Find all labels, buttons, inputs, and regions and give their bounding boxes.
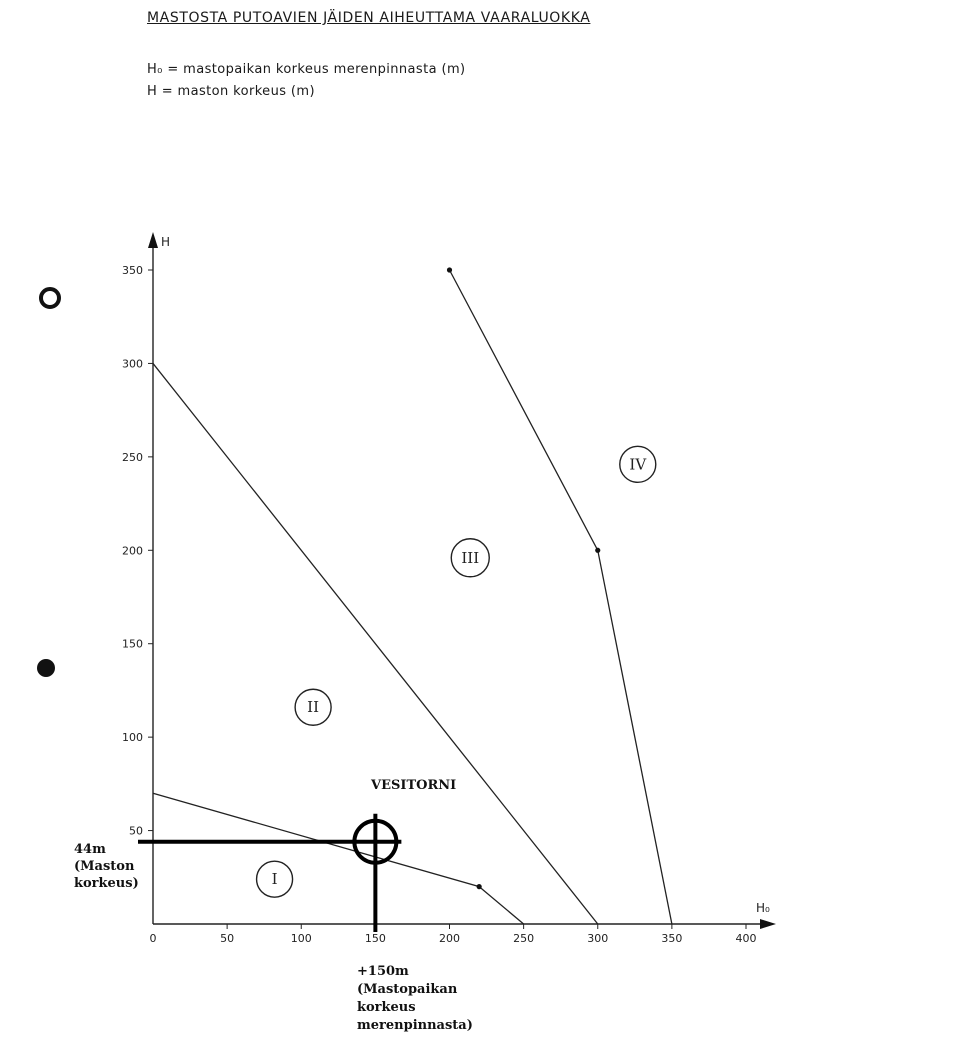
zone-label-IV: IV [629,455,647,474]
x-caption-line-1: (Mastopaikan [357,982,458,997]
y-tick-label: 300 [122,357,143,371]
y-tick-label: 200 [122,544,143,558]
x-tick-label: 0 [149,932,157,945]
series-vertex-point [447,267,452,272]
x-value-annotation: +150m [357,964,409,979]
x-caption-line-3: merenpinnasta) [357,1018,473,1033]
series-vertex-point [595,548,600,553]
x-axis-arrow-icon [760,919,776,929]
y-value-annotation: 44m [74,842,106,857]
series-vertex-point [477,884,482,889]
chart-title: MASTOSTA PUTOAVIEN JÄIDEN AIHEUTTAMA VAARALUOKKA [147,10,591,26]
chart-annotations [74,778,473,1033]
y-tick-label: 350 [122,264,143,277]
x-tick-label: 400 [735,932,757,945]
x-tick-label: 150 [364,932,386,945]
legend-h0-definition: H₀ = mastopaikan korkeus merenpinnasta (m) [147,62,466,77]
y-caption-line-1: (Maston [74,859,135,874]
x-tick-label: 250 [513,932,535,945]
y-tick-label: 150 [122,637,143,651]
zone-label-III: III [461,548,480,567]
zone-label-I: I [271,870,278,889]
x-caption-line-2: korkeus [357,1000,416,1015]
y-tick-label: 50 [129,824,143,838]
chart-series [153,267,672,924]
zone-label-II: II [307,698,320,717]
chart-axes [148,232,776,929]
x-tick-label: 50 [220,932,235,945]
legend-h-definition: H = maston korkeus (m) [147,84,315,99]
x-tick-label: 350 [661,932,683,945]
y-tick-label: 250 [122,450,143,464]
x-tick-label: 200 [439,932,460,945]
y-axis-label: H [161,235,171,249]
chart-zones [257,446,656,897]
x-tick-label: 300 [587,932,609,945]
series-line-boundary-III-IV [450,270,672,924]
y-tick-label: 100 [122,731,143,745]
y-caption-line-2: korkeus) [74,876,139,891]
x-tick-label: 100 [290,932,312,945]
marker-label: VESITORNI [371,778,457,793]
binder-hole-icon [37,659,55,677]
x-axis-label: H₀ [756,901,770,915]
y-axis-arrow-icon [148,232,158,248]
binder-hole-icon [41,289,59,307]
series-line-boundary-I-II [153,793,524,924]
